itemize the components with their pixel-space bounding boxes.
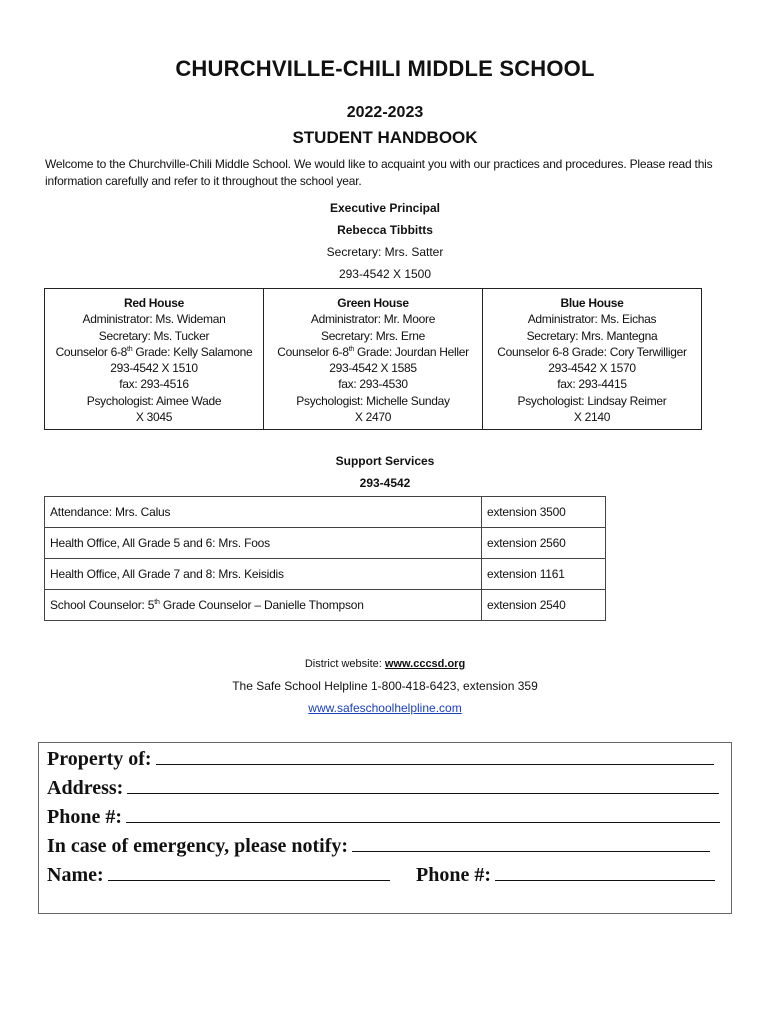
house-counselor: Counselor 6-8th Grade: Jourdan Heller <box>277 344 469 359</box>
house-psychologist: Psychologist: Aimee Wade <box>86 393 222 408</box>
support-extension: extension 2540 <box>482 590 606 621</box>
table-row <box>45 497 606 528</box>
property-field[interactable] <box>156 747 714 765</box>
house-counselor: Counselor 6-8th Grade: Kelly Salamone <box>55 344 253 359</box>
name-label: Name: <box>47 864 104 886</box>
phone-label: Phone #: <box>47 806 122 828</box>
support-label: Attendance: Mrs. Calus <box>45 497 482 528</box>
house-administrator: Administrator: Mr. Moore <box>310 312 436 327</box>
helpline-text: The Safe School Helpline 1-800-418-6423, extension 359 <box>232 679 538 693</box>
address-field[interactable] <box>127 776 719 794</box>
house-secretary: Secretary: Ms. Tucker <box>98 328 210 343</box>
house-blue <box>482 289 701 429</box>
support-table <box>44 496 606 621</box>
district-link[interactable]: www.cccsd.org <box>384 658 466 670</box>
helpline-link[interactable]: www.safeschoolhelpline.com <box>308 701 462 715</box>
owner-form <box>38 742 732 914</box>
support-label: Health Office, All Grade 7 and 8: Mrs. Keisidis <box>45 559 482 590</box>
support-title: Support Services <box>335 454 435 468</box>
name-field[interactable] <box>108 863 390 881</box>
district-label: District website: <box>304 658 385 670</box>
phone2-field[interactable] <box>495 863 715 881</box>
principal-phone: 293-4542 X 1500 <box>338 267 432 281</box>
house-psych-ext: X 2470 <box>354 410 392 425</box>
school-year: 2022-2023 <box>346 104 424 121</box>
house-name: Red House <box>124 296 184 310</box>
house-red <box>45 289 263 429</box>
houses-table <box>44 288 702 430</box>
house-phone: 293-4542 X 1570 <box>548 361 636 376</box>
house-phone: 293-4542 X 1510 <box>110 361 198 376</box>
welcome-paragraph: Welcome to the Churchville-Chili Middle School. We would like to acquaint you with our practices and procedures. Please read this information carefully and refer to it throughout the school year. <box>45 157 713 188</box>
table-row <box>45 590 606 621</box>
address-line <box>47 776 719 800</box>
house-fax: fax: 293-4530 <box>338 377 408 392</box>
support-label: School Counselor: 5th Grade Counselor – Danielle Thompson <box>45 590 482 621</box>
house-administrator: Administrator: Ms. Eichas <box>527 312 657 327</box>
house-psychologist: Psychologist: Lindsay Reimer <box>517 393 667 408</box>
name-line <box>47 863 390 887</box>
emergency-label: In case of emergency, please notify: <box>47 835 349 857</box>
district-website <box>0 658 770 670</box>
house-name: Blue House <box>560 296 624 310</box>
phone2-line <box>416 863 715 887</box>
house-secretary: Secretary: Mrs. Mantegna <box>526 328 658 343</box>
phone-field[interactable] <box>126 805 720 823</box>
house-green <box>263 289 482 429</box>
support-extension: extension 1161 <box>482 559 606 590</box>
support-phone: 293-4542 <box>359 476 411 490</box>
house-psych-ext: X 2140 <box>573 410 611 425</box>
helpline-link-line <box>0 701 770 715</box>
phone-line <box>47 805 720 829</box>
house-name: Green House <box>337 296 409 310</box>
property-label: Property of: <box>47 748 152 770</box>
house-psych-ext: X 3045 <box>135 410 173 425</box>
emergency-field[interactable] <box>352 834 710 852</box>
handbook-title: STUDENT HANDBOOK <box>292 128 478 147</box>
phone2-label: Phone #: <box>416 864 491 886</box>
emergency-line <box>47 834 710 858</box>
house-administrator: Administrator: Ms. Wideman <box>82 312 226 327</box>
principal-name: Rebecca Tibbitts <box>337 223 433 237</box>
house-psychologist: Psychologist: Michelle Sunday <box>296 393 450 408</box>
house-secretary: Secretary: Mrs. Erne <box>320 328 426 343</box>
principal-secretary: Secretary: Mrs. Satter <box>326 245 444 259</box>
support-extension: extension 3500 <box>482 497 606 528</box>
property-line <box>47 747 714 771</box>
house-counselor: Counselor 6-8 Grade: Cory Terwilliger <box>497 344 687 359</box>
house-fax: fax: 293-4516 <box>119 377 189 392</box>
address-label: Address: <box>47 777 124 799</box>
school-name: CHURCHVILLE-CHILI MIDDLE SCHOOL <box>175 56 595 81</box>
house-phone: 293-4542 X 1585 <box>329 361 417 376</box>
principal-role: Executive Principal <box>329 201 441 215</box>
house-fax: fax: 293-4415 <box>557 377 627 392</box>
support-extension: extension 2560 <box>482 528 606 559</box>
table-row <box>45 528 606 559</box>
support-label: Health Office, All Grade 5 and 6: Mrs. Foos <box>45 528 482 559</box>
table-row <box>45 559 606 590</box>
